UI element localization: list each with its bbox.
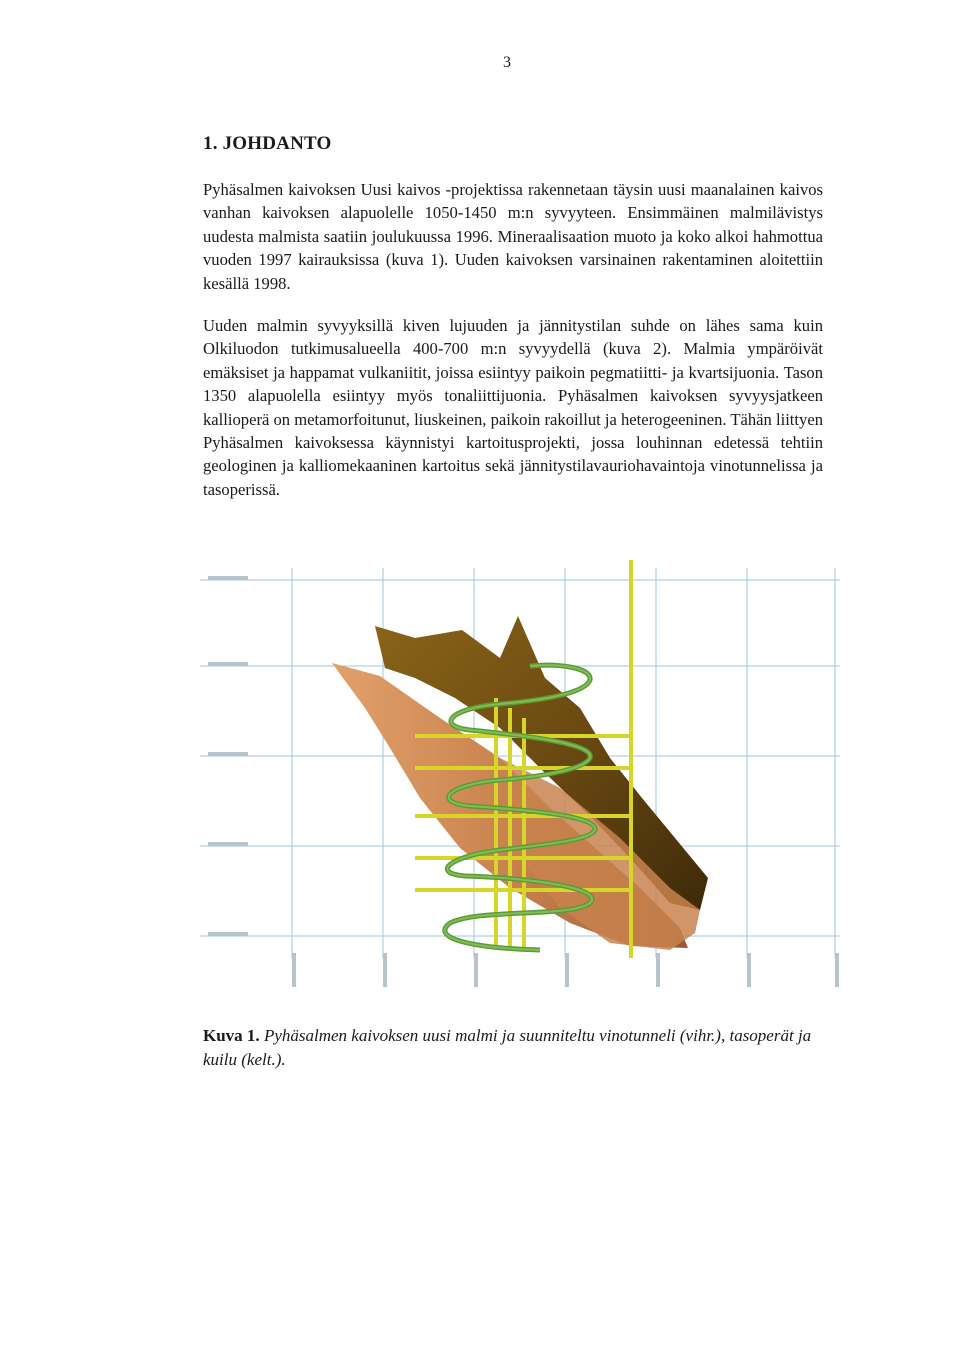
ore-body-3d-render xyxy=(200,558,840,998)
paragraph-intro: Pyhäsalmen kaivoksen Uusi kaivos -projektissa rakennetaan täysin uusi maanalainen kaivos vanhan kaivoksen alapuolelle 1050-1450 m:n syvyyteen. Ensimmäinen malmilävistys uudesta malmista saatiin joulukuussa 1996. Mineraalisaation muoto ja koko alkoi hahmottua vuoden 1997 kairauksissa (kuva 1). Uuden kaivoksen varsinainen rakentaminen aloitettiin kesällä 1998. xyxy=(203,180,823,293)
ore-body-figure xyxy=(200,558,840,998)
caption-text: Pyhäsalmen kaivoksen uusi malmi ja suunniteltu vinotunneli (vihr.), tasoperät ja kuilu (kelt.). xyxy=(203,1026,812,1069)
page-number: 3 xyxy=(503,54,511,71)
paragraph-geology: Uuden malmin syvyyksillä kiven lujuuden ja jännitystilan suhde on lähes sama kuin Olkiluodon tutkimusalueella 400-700 m:n syvyydellä (kuva 2). Malmia ympäröivät emäksiset ja happamat vulkaniitit, joissa esiintyy paikoin pegmatiitti- ja kvartsijuonia. Tason 1350 alapuolella esiintyy myös tonaliittijuonia. Pyhäsalmen kaivoksen syvyysjatkeen kallioperä on metamorfoitunut, liuskeinen, paikoin rakoillut ja heterogeeninen. Tähän liittyen Pyhäsalmen kaivoksessa käynnistyi kartoitusprojekti, jossa louhinnan edetessä tehtiin geologinen ja kalliomekaaninen kartoitus sekä jännitystilavauriohavaintoja vinotunnelissa ja tasoperissä. xyxy=(203,316,823,499)
section-heading: 1. JOHDANTO xyxy=(203,133,332,154)
figure-caption xyxy=(203,1024,823,1072)
caption-label: Kuva 1. xyxy=(203,1026,260,1045)
